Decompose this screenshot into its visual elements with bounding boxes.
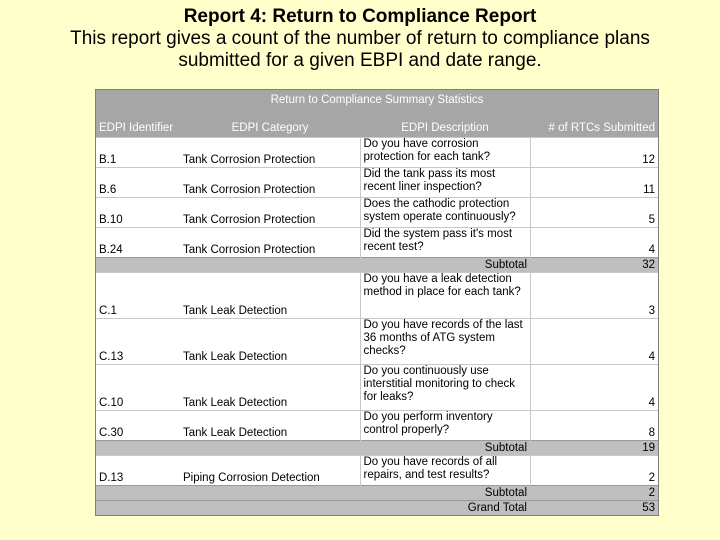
subtotal-row [96, 441, 658, 456]
cell-identifier: C.10 [96, 365, 180, 411]
subtotal-row [96, 258, 658, 273]
subtotal-value: 2 [530, 486, 658, 501]
cell-count: 8 [530, 411, 658, 441]
table-row [96, 198, 658, 228]
table-caption: Return to Compliance Summary Statistics [96, 90, 658, 107]
cell-identifier: C.1 [96, 273, 180, 319]
table-row [96, 228, 658, 258]
column-header-category: EDPI Category [180, 107, 360, 138]
cell-category: Tank Corrosion Protection [180, 138, 360, 168]
table-row [96, 273, 658, 319]
table-row [96, 168, 658, 198]
cell-category: Tank Leak Detection [180, 365, 360, 411]
summary-table [95, 89, 659, 516]
cell-description: Did the system pass it's most recent test? [360, 228, 530, 258]
cell-identifier: C.13 [96, 319, 180, 365]
table-row [96, 138, 658, 168]
grand-total-value: 53 [530, 501, 658, 516]
subtotal-value: 32 [530, 258, 658, 273]
grand-total-row [96, 501, 658, 516]
cell-count: 5 [530, 198, 658, 228]
cell-count: 11 [530, 168, 658, 198]
column-header-description: EDPI Description [360, 107, 530, 138]
subtotal-label: Subtotal [96, 258, 530, 273]
cell-category: Tank Corrosion Protection [180, 168, 360, 198]
report-title: Report 4: Return to Compliance Report [183, 6, 537, 27]
report-heading [0, 6, 720, 72]
cell-identifier: C.30 [96, 411, 180, 441]
cell-identifier: D.13 [96, 456, 180, 486]
cell-category: Tank Leak Detection [180, 411, 360, 441]
cell-description: Do you have a leak detection method in place for each tank? [360, 273, 530, 319]
column-header-count: # of RTCs Submitted [530, 107, 658, 138]
cell-count: 3 [530, 273, 658, 319]
cell-count: 12 [530, 138, 658, 168]
cell-count: 4 [530, 365, 658, 411]
table-row [96, 319, 658, 365]
cell-description: Does the cathodic protection system operate continuously? [360, 198, 530, 228]
subtotal-row [96, 486, 658, 501]
cell-description: Do you have corrosion protection for each tank? [360, 138, 530, 168]
report-description-line-1: This report gives a count of the number of return to compliance plans [70, 28, 650, 49]
cell-category: Tank Corrosion Protection [180, 228, 360, 258]
cell-count: 2 [530, 456, 658, 486]
grand-total-label: Grand Total [96, 501, 530, 516]
subtotal-value: 19 [530, 441, 658, 456]
cell-category: Tank Leak Detection [180, 319, 360, 365]
table-row [96, 456, 658, 486]
cell-description: Do you have records of all repairs, and test results? [360, 456, 530, 486]
table-row [96, 365, 658, 411]
cell-description: Did the tank pass its most recent liner inspection? [360, 168, 530, 198]
column-header-identifier: EDPI Identifier [96, 107, 180, 138]
cell-identifier: B.6 [96, 168, 180, 198]
cell-category: Tank Leak Detection [180, 273, 360, 319]
report-description-line-2: submitted for a given EBPI and date range. [178, 50, 542, 71]
column-header-row [96, 107, 658, 138]
table-caption-row [96, 90, 658, 107]
subtotal-label: Subtotal [96, 441, 530, 456]
cell-description: Do you perform inventory control properly? [360, 411, 530, 441]
cell-category: Tank Corrosion Protection [180, 198, 360, 228]
cell-category: Piping Corrosion Detection [180, 456, 360, 486]
table-row [96, 411, 658, 441]
cell-identifier: B.10 [96, 198, 180, 228]
subtotal-label: Subtotal [96, 486, 530, 501]
cell-count: 4 [530, 319, 658, 365]
cell-count: 4 [530, 228, 658, 258]
cell-identifier: B.24 [96, 228, 180, 258]
cell-description: Do you have records of the last 36 months of ATG system checks? [360, 319, 530, 365]
cell-description: Do you continuously use interstitial monitoring to check for leaks? [360, 365, 530, 411]
cell-identifier: B.1 [96, 138, 180, 168]
